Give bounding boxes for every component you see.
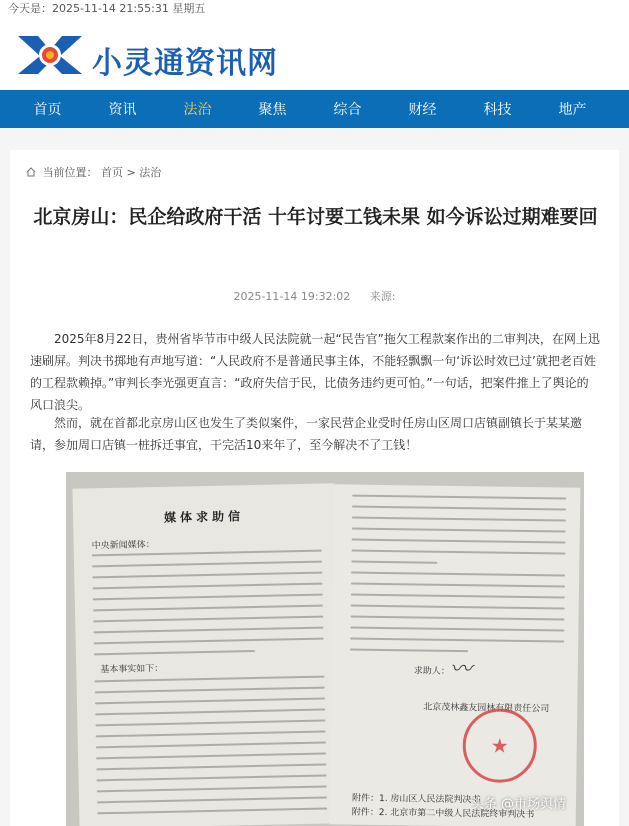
seal-star-icon: ★ [490,733,509,758]
nav-item-finance[interactable]: 财经 [408,102,437,118]
article-source-label: 来源: [369,290,396,303]
attachment-1: 附件：1. 房山区人民法院判决书 [351,793,481,806]
main-nav [0,90,629,128]
nav-item-realestate[interactable]: 地产 [558,102,587,118]
article-date: 2025-11-14 19:32:02 [233,290,351,303]
doc-title: 媒体求助信 [163,509,245,525]
current-date: 今天是：2025-11-14 21:55:31 星期五 [8,2,206,15]
signer-company: 北京茂林鑫友园林有限责任公司 [423,702,550,715]
doc-intro: 中央新闻媒体： [91,540,155,552]
article-paragraph: 2025年8月22日，贵州省毕节市中级人民法院就一起“民告官”拖欠工程款案作出的二审判决，在网上迅速刷屏。判决书掷地有声地写道：“人民政府不是普通民事主体，不能轻飘飘一句‘诉讼时效已过’就把老百姓的工程款赖掉。”审判长李光强更直言：“政府失信于民，比债务违约更可怕。”一句话，把案件推上了舆论的风口浪尖。 [30,332,600,412]
nav-item-focus[interactable]: 聚焦 [258,102,287,118]
nav-item-general[interactable]: 综合 [333,102,362,118]
breadcrumb [26,164,161,180]
nav-item-home[interactable]: 首页 [33,102,62,118]
article-paragraph: 然而，就在首都北京房山区也发生了类似案件，一家民营企业受时任房山区周口店镇副镇长于某某邀请，参加周口店镇一桩拆迁事宜，干完活10来年了，至今解决不了工钱！ [30,416,583,452]
attachment-2: 附件：2. 北京市第二中级人民法院终审判决书 [351,807,535,821]
doc-text-block [350,495,566,663]
nav-item-law[interactable]: 法治 [183,102,212,118]
article-meta [10,288,619,304]
breadcrumb-home-link[interactable]: 首页 [101,166,123,179]
signature-mark: 〰 [449,656,472,683]
article-container [10,150,619,826]
doc-section-heading: 基本事实如下： [100,663,164,676]
red-seal-stamp [462,708,537,783]
home-icon [26,167,36,177]
breadcrumb-prefix: 当前位置： [42,166,98,179]
doc-text-block [92,550,324,665]
letter-page-left [72,483,341,826]
nav-item-news[interactable]: 资讯 [108,102,137,118]
article-title: 北京房山：民企给政府干活 十年讨要工钱未果 如今诉讼过期难要回 [33,206,598,228]
doc-text-block [94,676,327,824]
breadcrumb-current-link[interactable]: 法治 [139,166,162,179]
site-name[interactable]: 小灵通资讯网 [92,46,278,81]
date-bar [0,0,629,18]
image-watermark: 头条 @市场舆情 [470,797,566,812]
nav-item-tech[interactable]: 科技 [483,102,512,118]
breadcrumb-separator: > [126,166,140,179]
article-image[interactable] [66,472,584,826]
letter-page-right [330,484,581,826]
site-logo-icon[interactable] [14,32,86,76]
signer-label: 求助人： [413,666,450,677]
site-header [0,18,629,90]
